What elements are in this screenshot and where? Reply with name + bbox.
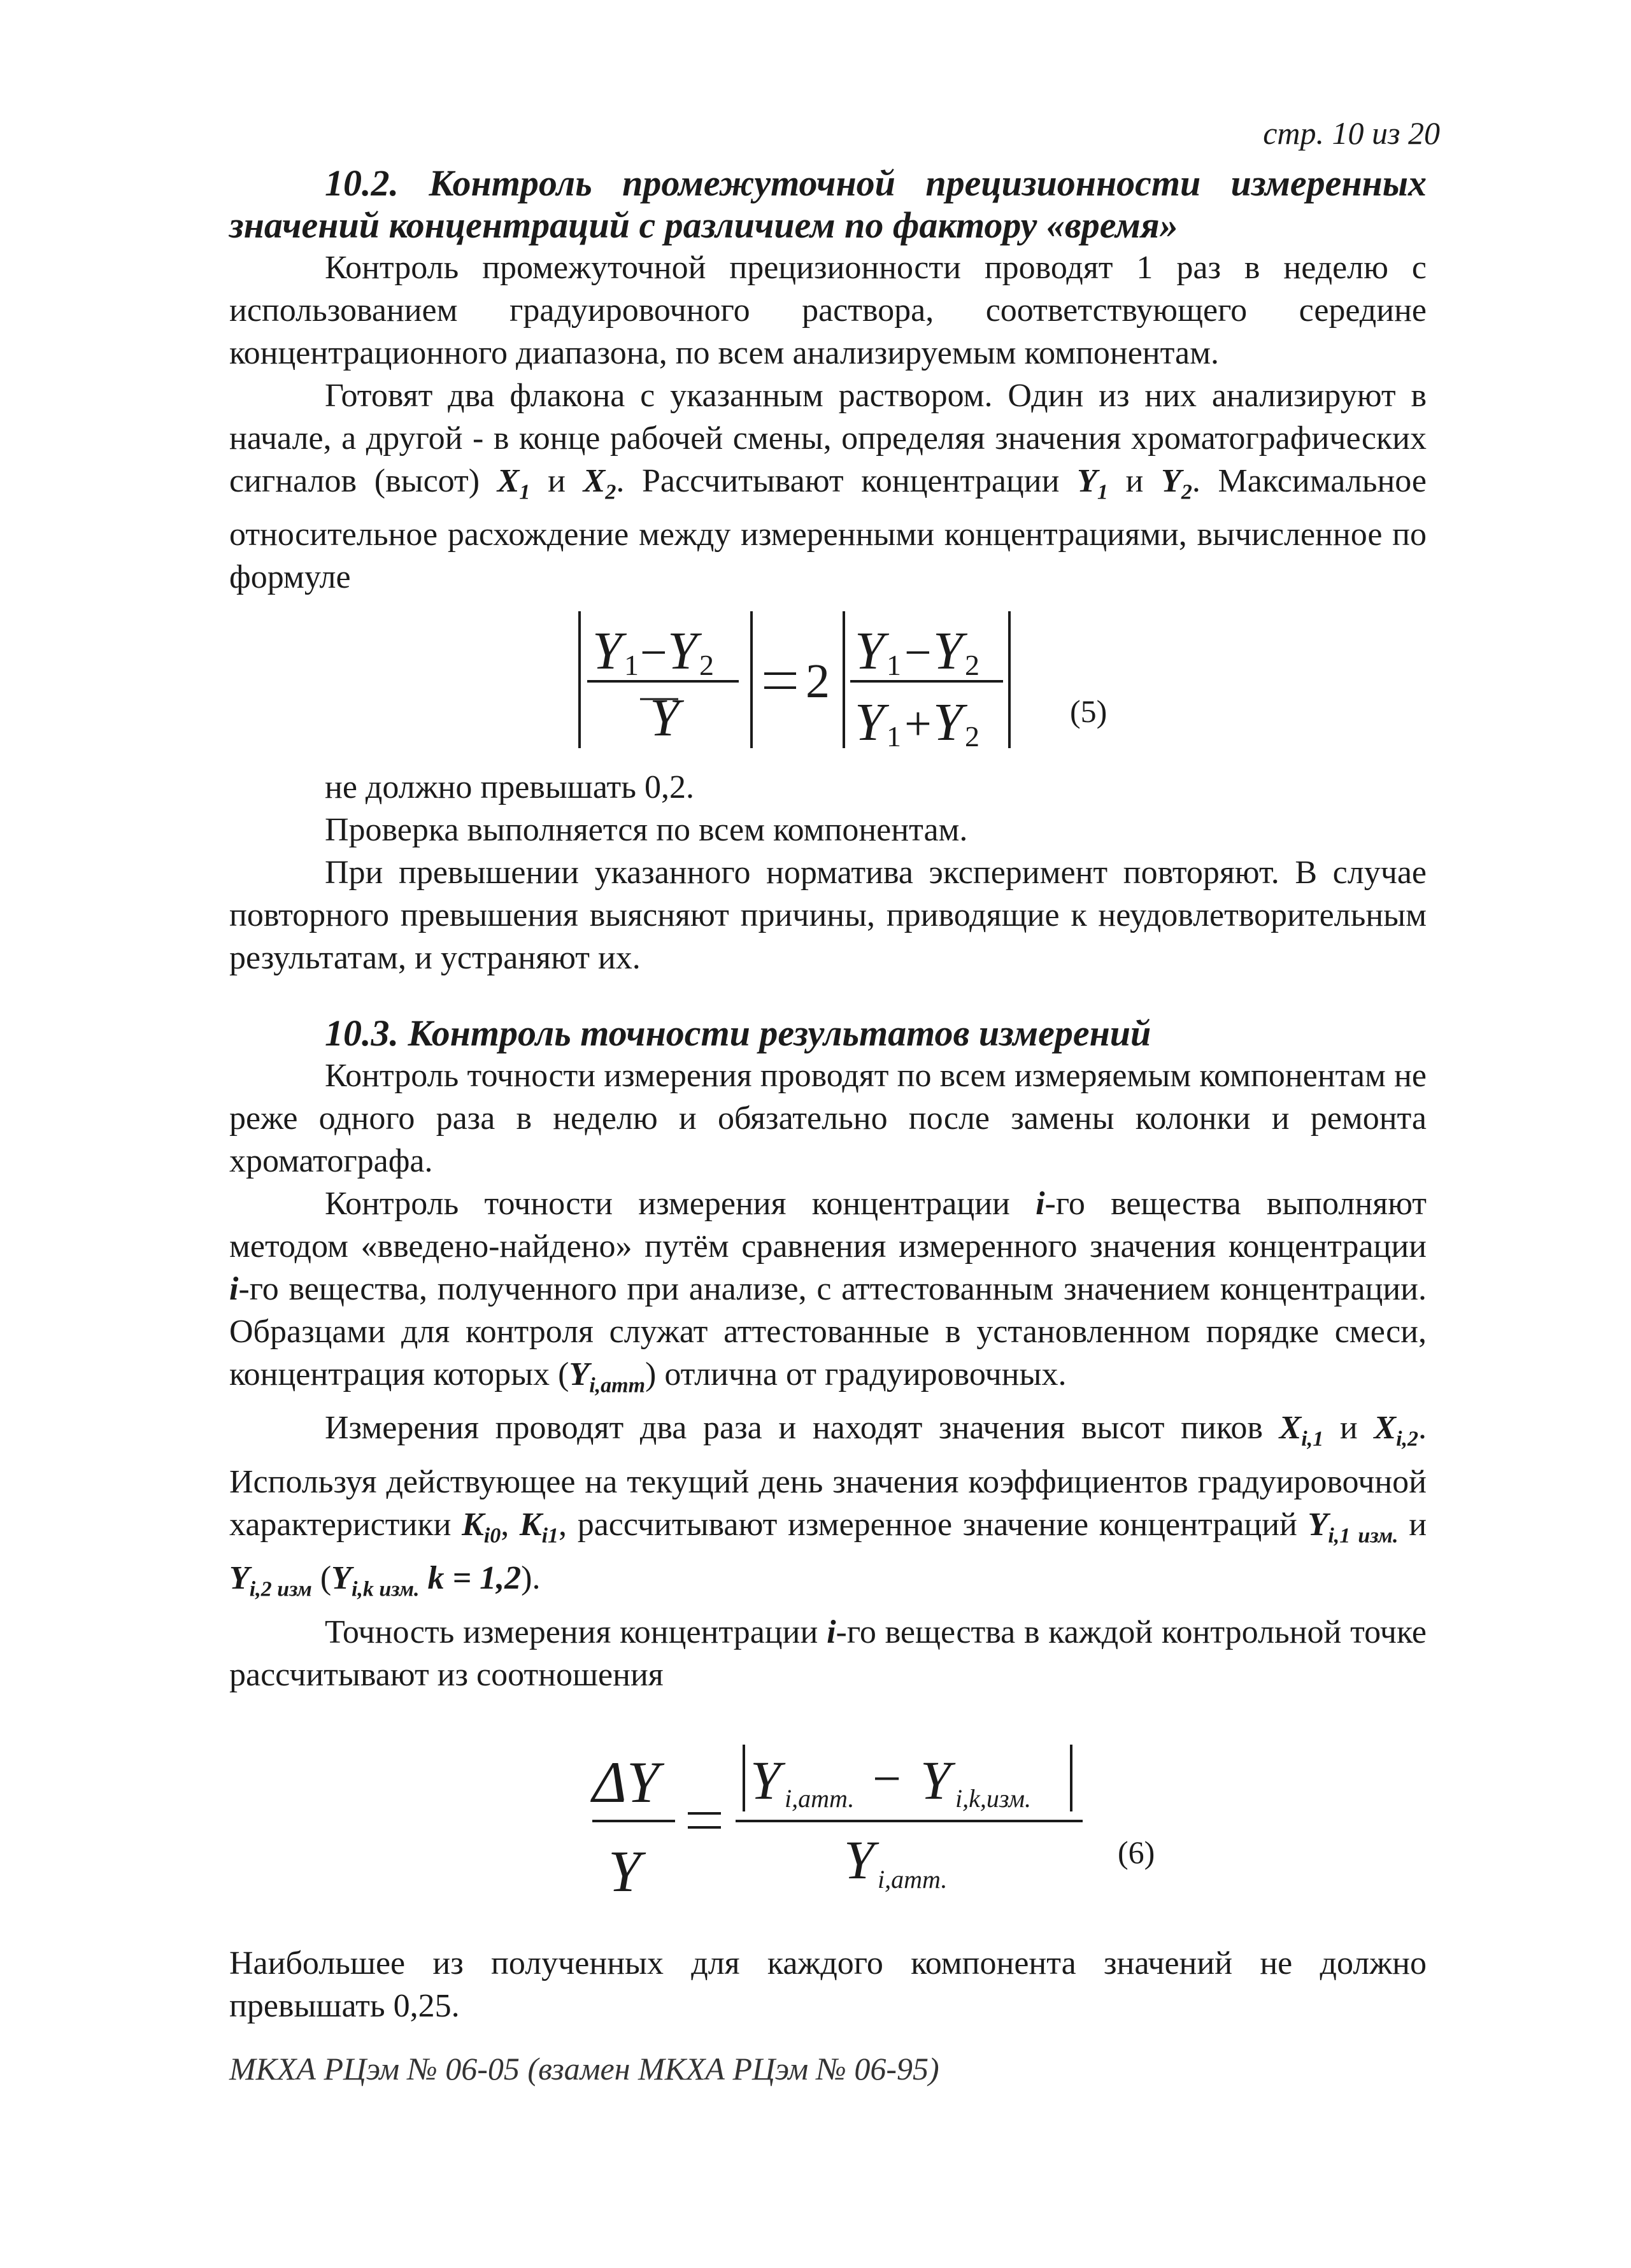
svg-text:Y: Y bbox=[920, 1750, 951, 1811]
page-number: стр. 10 из 20 bbox=[1263, 115, 1440, 151]
formula-6 bbox=[573, 1732, 1095, 1904]
paragraph: Контроль промежуточной прецизионности проводят 1 раз в неделю с использованием градуировочного раствора, соответствующего середине концентрационного диапазона, по всем анализируемым компонентам. bbox=[229, 250, 1427, 371]
svg-text:−: − bbox=[640, 626, 667, 679]
paragraph: Контроль точности измерения концентрации i-го вещества выполняют методом «введено-найдено» путём сравнения измеренного значения концентрации i-го вещества, полученного при анализе, с аттестованным значением концентрации. Образцами для контроля служат аттестованные в установленном порядке смеси, концентрация которых $(Y_{i,атт})$ отлична от градуировочных. bbox=[229, 1186, 1427, 1398]
section-10-2 bbox=[229, 162, 1427, 599]
svg-text:Y: Y bbox=[667, 621, 697, 681]
paragraph: Измерения проводят два раза и находят значения высот пиков $X_{i,1}$ и $X_{i,2}$. Используя действующее на текущий день значения коэффициентов градуировочной характеристики $K_{i0}$, $K_{i1}$, рассчитывают измеренное значение концентраций $Y_{i,1 изм.}$ и $Y_{i,2 изм}$ ($Y_{i,k изм.}$ k = 1,2). bbox=[229, 1410, 1427, 1601]
svg-text:2: 2 bbox=[699, 649, 714, 681]
section-10-2-heading: 10.2. Контроль промежуточной прецизионности измеренных значений концентраций с различием по фактору «время» bbox=[229, 162, 1427, 246]
paragraph: Контроль точности измерения проводят по всем измеряемым компонентам не реже одного раза в неделю и обязательно после замены колонки и ремонта хроматографа. bbox=[229, 1058, 1427, 1179]
svg-text:Y: Y bbox=[855, 621, 885, 681]
paragraph: Точность измерения концентрации i-го вещества в каждой контрольной точке рассчитывают из соотношения bbox=[229, 1613, 1427, 1693]
svg-text:Y: Y bbox=[592, 621, 622, 681]
svg-text:1: 1 bbox=[624, 649, 639, 681]
svg-text:1: 1 bbox=[887, 720, 901, 753]
svg-text:−: − bbox=[904, 626, 932, 679]
paragraph: Проверка выполняется по всем компонентам. bbox=[325, 812, 968, 848]
svg-text:i,k,изм.: i,k,изм. bbox=[955, 1784, 1032, 1813]
section-10-3-heading: 10.3. Контроль точности результатов измерений bbox=[325, 1012, 1151, 1054]
svg-text:Y: Y bbox=[855, 693, 885, 752]
formula-6-number: (6) bbox=[1118, 1834, 1155, 1870]
paragraph: При превышении указанного норматива эксперимент повторяют. В случае повторного превышения выясняют причины, приводящие к неудовлетворительным результатам, и устраняют их. bbox=[229, 854, 1427, 976]
svg-text:+: + bbox=[904, 697, 932, 751]
svg-text:Y: Y bbox=[933, 621, 963, 681]
svg-text:2: 2 bbox=[806, 655, 830, 708]
svg-text:i,атт.: i,атт. bbox=[878, 1865, 948, 1894]
svg-text:Y: Y bbox=[608, 1839, 641, 1904]
svg-text:−: − bbox=[872, 1751, 902, 1807]
section-10-3-conclusion bbox=[229, 1942, 1427, 2027]
section-10-3 bbox=[229, 1012, 1427, 1696]
svg-text:2: 2 bbox=[965, 720, 979, 753]
svg-text:2: 2 bbox=[965, 649, 979, 681]
svg-text:ΔY: ΔY bbox=[592, 1750, 660, 1815]
svg-text:Y: Y bbox=[844, 1829, 874, 1890]
footer: МКХА РЦэм № 06-05 (взамен МКХА РЦэм № 06-95) bbox=[229, 2051, 939, 2087]
paragraph: не должно превышать 0,2. bbox=[325, 769, 694, 805]
section-10-2-continued bbox=[229, 766, 1427, 979]
formula-5 bbox=[560, 605, 1044, 758]
svg-text:Y: Y bbox=[933, 693, 963, 752]
paragraph: Наибольшее из полученных для каждого компонента значений не должно превышать 0,25. bbox=[229, 1945, 1427, 2024]
svg-text:1: 1 bbox=[887, 649, 901, 681]
paragraph: Готовят два флакона с указанным раствором. Один из них анализируют в начале, а другой - в конце рабочей смены, определяя значения хроматографических сигналов (высот) $X_1$ и $X_2$. Рассчитывают концентрации $Y_1$ и $Y_2$. Максимальное относительное расхождение между измеренными концентрациями, вычисленное по формуле bbox=[229, 378, 1427, 596]
svg-text:i,атт.: i,атт. bbox=[785, 1784, 855, 1813]
svg-text:Y: Y bbox=[750, 1750, 781, 1811]
formula-5-number: (5) bbox=[1070, 693, 1108, 729]
svg-text:Y: Y bbox=[650, 688, 680, 748]
